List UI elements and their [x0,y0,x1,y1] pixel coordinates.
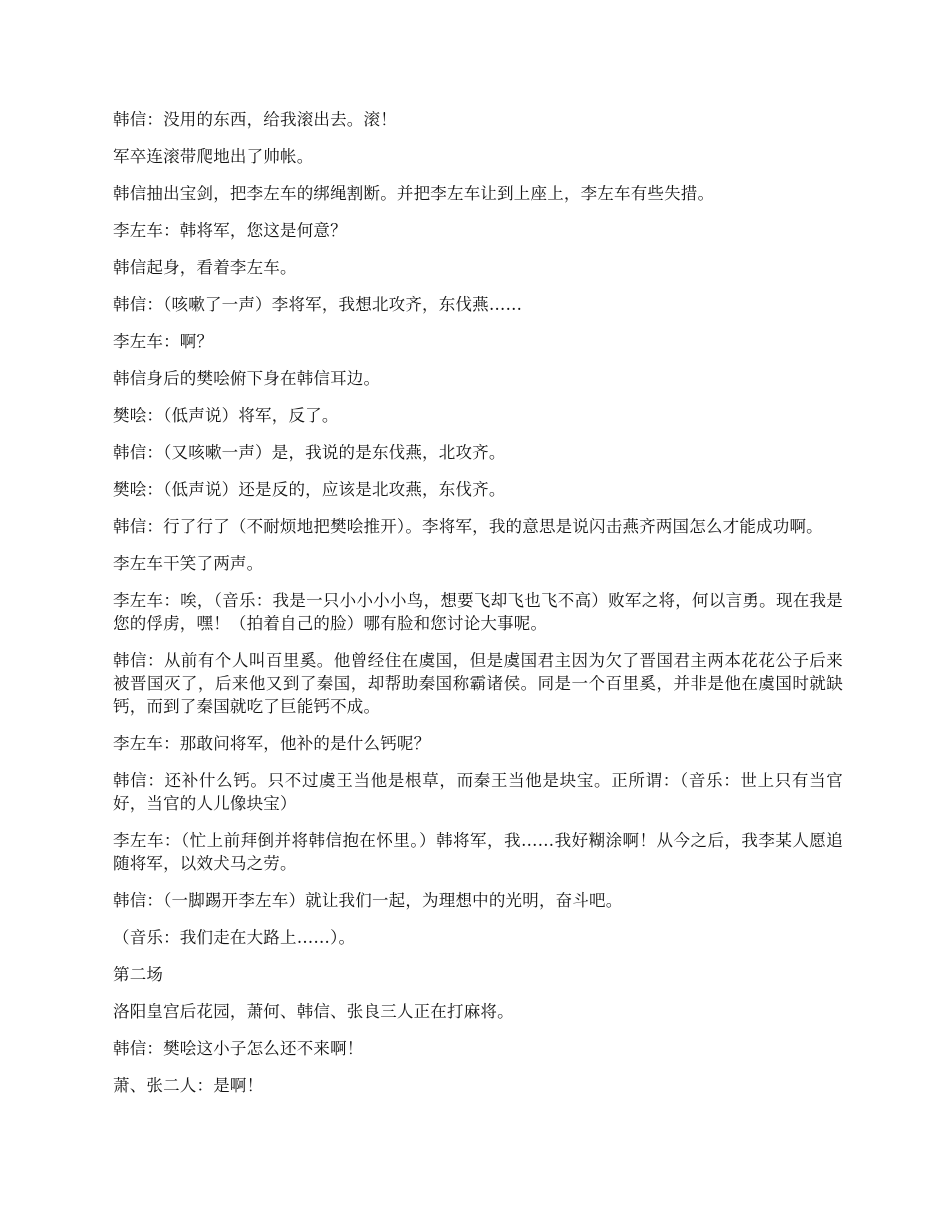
section-heading: 第二场 [113,965,164,984]
paragraph: 樊哙：（低声说）将军，反了。 [113,406,339,425]
paragraph: 韩信：樊哙这小子怎么还不来啊！ [113,1039,364,1058]
paragraph: 李左车：（忙上前拜倒并将韩信抱在怀里。）韩将军，我……我好糊涂啊！从今之后，我李某人愿追随将军，以效犬马之劳。 [113,831,843,873]
paragraph: 韩信抽出宝剑，把李左车的绑绳割断。并把李左车让到上座上，李左车有些失措。 [113,184,715,203]
paragraph: 韩信：（咳嗽了一声）李将军，我想北攻齐，东伐燕…… [113,295,523,314]
paragraph: 樊哙：（低声说）还是反的，应该是北攻燕，东伐齐。 [113,480,506,499]
document-page [113,108,843,1111]
paragraph: 韩信：没用的东西，给我滚出去。滚！ [113,110,397,129]
paragraph: 李左车干笑了两声。 [113,554,264,573]
paragraph: 韩信：从前有个人叫百里奚。他曾经住在虞国，但是虞国君主因为欠了晋国君主两本花花公子后来被晋国灭了，后来他又到了秦国，却帮助秦国称霸诸侯。同是一个百里奚，并非是他在虞国时就缺钙，而到了秦国就吃了巨能钙不成。 [113,651,843,716]
paragraph: 韩信：（又咳嗽一声）是，我说的是东伐燕，北攻齐。 [113,443,506,462]
paragraph: 韩信起身，看着李左车。 [113,258,297,277]
paragraph: 李左车：那敢问将军，他补的是什么钙呢？ [113,734,431,753]
paragraph: 韩信身后的樊哙俯下身在韩信耳边。 [113,369,381,388]
paragraph: 韩信：还补什么钙。只不过虞王当他是根草，而秦王当他是块宝。正所谓：（音乐：世上只有当官好，当官的人儿像块宝） [113,771,843,813]
paragraph: 韩信：（一脚踢开李左车）就让我们一起，为理想中的光明，奋斗吧。 [113,891,623,910]
paragraph: （音乐：我们走在大路上……）。 [113,928,356,947]
paragraph: 韩信：行了行了（不耐烦地把樊哙推开）。李将军，我的意思是说闪击燕齐两国怎么才能成功啊。 [113,517,823,536]
paragraph: 洛阳皇宫后花园，萧何、韩信、张良三人正在打麻将。 [113,1002,514,1021]
paragraph: 萧、张二人：是啊！ [113,1076,264,1095]
paragraph: 军卒连滚带爬地出了帅帐。 [113,147,314,166]
paragraph: 李左车：唉，（音乐：我是一只小小小小鸟，想要飞却飞也飞不高）败军之将，何以言勇。现在我是您的俘虏，嘿！（拍着自己的脸）哪有脸和您讨论大事呢。 [113,591,843,633]
paragraph: 李左车：啊？ [113,332,214,351]
paragraph: 李左车：韩将军，您这是何意？ [113,221,347,240]
